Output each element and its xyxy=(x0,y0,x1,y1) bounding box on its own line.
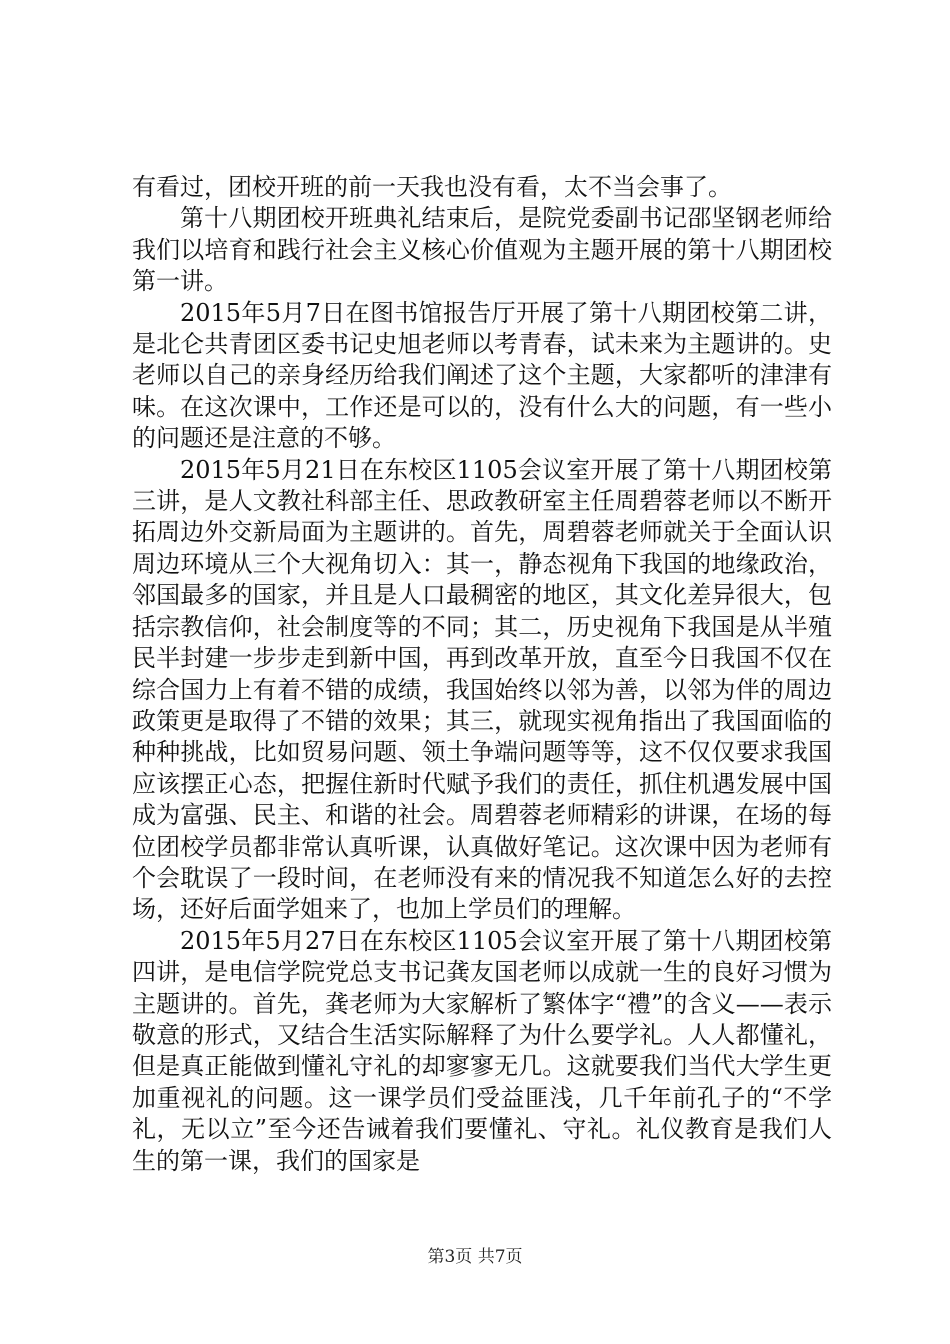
paragraph-3: 2015年5月7日在图书馆报告厅开展了第十八期团校第二讲，是北仑共青团区委书记史旭老师以考青春，试未来为主题讲的。史老师以自己的亲身经历给我们阐述了这个主题，大家都听的津津有味。在这次课中，工作还是可以的，没有什么大的问题，有一些小的问题还是注意的不够。 xyxy=(132,298,832,453)
page-number-footer: 第3页 共7页 xyxy=(427,1247,523,1267)
document-body xyxy=(132,172,832,1177)
paragraph-1: 有看过，团校开班的前一天我也没有看，太不当会事了。 xyxy=(132,173,732,201)
paragraph-5: 2015年5月27日在东校区1105会议室开展了第十八期团校第四讲，是电信学院党总支书记龚友国老师以成就一生的良好习惯为主题讲的。首先，龚老师为大家解析了繁体字“禮”的含义——表示敬意的形式，又结合生活实际解释了为什么要学礼。人人都懂礼，但是真正能做到懂礼守礼的却寥寥无几。这就要我们当代大学生更加重视礼的问题。这一课学员们受益匪浅，几千年前孔子的“不学礼，无以立”至今还告诫着我们要懂礼、守礼。礼仪教育是我们人生的第一课，我们的国家是 xyxy=(132,926,832,1175)
paragraph-4: 2015年5月21日在东校区1105会议室开展了第十八期团校第三讲，是人文教社科部主任、思政教研室主任周碧蓉老师以不断开拓周边外交新局面为主题讲的。首先，周碧蓉老师就关于全面认识周边环境从三个大视角切入：其一，静态视角下我国的地缘政治，邻国最多的国家，并且是人口最稠密的地区，其文化差异很大，包括宗教信仰，社会制度等的不同；其二，历史视角下我国是从半殖民半封建一步步走到新中国，再到改革开放，直至今日我国不仅在综合国力上有着不错的成绩，我国始终以邻为善，以邻为伴的周边政策更是取得了不错的效果；其三，就现实视角指出了我国面临的种种挑战，比如贸易问题、领土争端问题等等，这不仅仅要求我国应该摆正心态，把握住新时代赋予我们的责任，抓住机遇发展中国成为富强、民主、和谐的社会。周碧蓉老师精彩的讲课，在场的每位团校学员都非常认真听课，认真做好笔记。这次课中因为老师有个会耽误了一段时间，在老师没有来的情况我不知道怎么好的去控场，还好后面学姐来了，也加上学员们的理解。 xyxy=(132,455,832,924)
paragraph-2: 第十八期团校开班典礼结束后，是院党委副书记邵坚钢老师给我们以培育和践行社会主义核心价值观为主题开展的第十八期团校第一讲。 xyxy=(132,204,832,296)
